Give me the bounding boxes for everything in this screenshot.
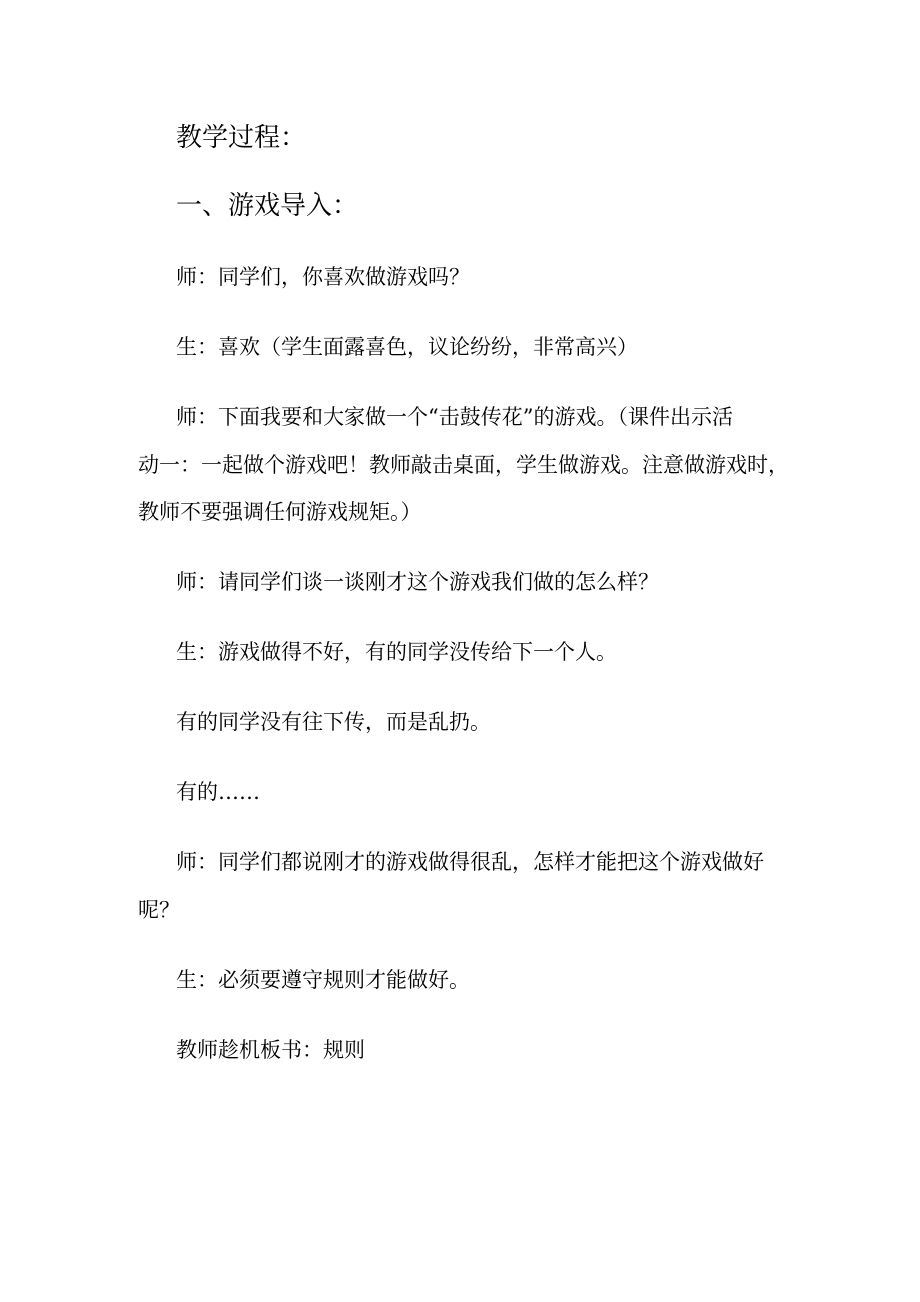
dialogue-line-student-feedback-2: 有的同学没有往下传，而是乱扔。	[176, 710, 491, 734]
blackboard-note: 教师趁机板书：规则	[176, 1038, 365, 1062]
dialogue-line-student-conclusion: 生：必须要遵守规则才能做好。	[176, 968, 470, 992]
dialogue-line-student-answer: 生：喜欢（学生面露喜色，议论纷纷，非常高兴）	[176, 335, 638, 359]
dialogue-line-student-feedback: 生：游戏做得不好，有的同学没传给下一个人。	[176, 640, 617, 664]
dialogue-line-teacher-instruction-cont: 动一：一起做个游戏吧！教师敲击桌面，学生做游戏。注意做游戏时，	[138, 453, 789, 477]
dialogue-line-teacher-followup: 师：同学们都说刚才的游戏做得很乱，怎样才能把这个游戏做好	[176, 850, 764, 874]
dialogue-line-teacher-followup-cont: 呢？	[138, 898, 180, 922]
dialogue-line-teacher-question: 师：同学们，你喜欢做游戏吗？	[176, 265, 470, 289]
dialogue-line-teacher-instruction-cont: 教师不要强调任何游戏规矩。）	[138, 500, 422, 524]
section-heading: 一、游戏导入：	[176, 191, 359, 221]
dialogue-line-teacher-instruction: 师：下面我要和大家做一个“击鼓传花”的游戏。（课件出示活	[176, 405, 733, 429]
dialogue-line-teacher-discussion: 师：请同学们谈一谈刚才这个游戏我们做的怎么样？	[176, 570, 659, 594]
dialogue-line-student-feedback-3: 有的……	[176, 780, 260, 804]
page-title: 教学过程：	[176, 123, 307, 153]
